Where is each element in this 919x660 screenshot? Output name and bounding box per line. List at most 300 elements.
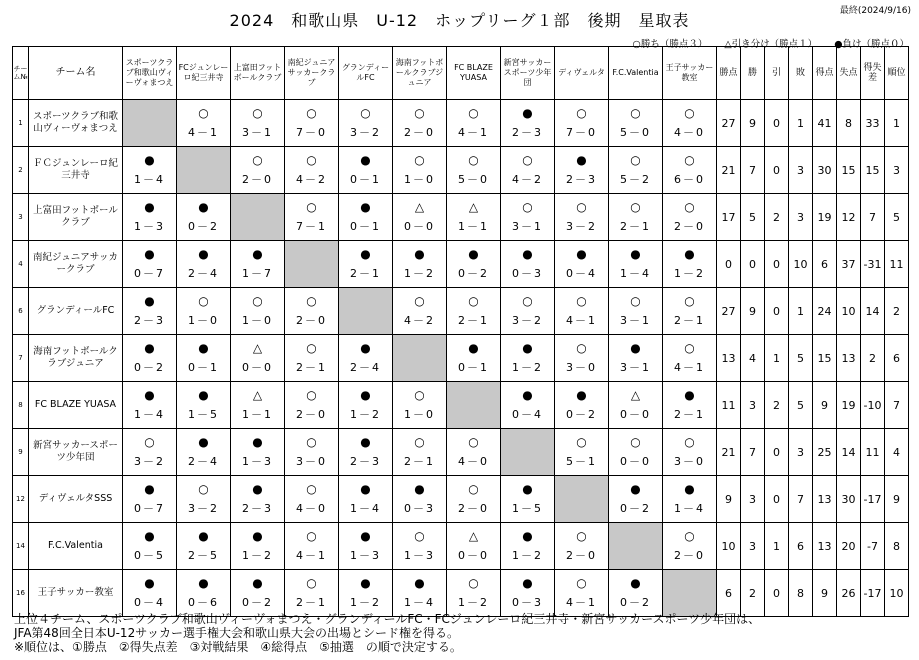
result-cell [339,429,393,476]
result-cell [339,194,393,241]
result-symbol: ○ [306,294,317,308]
team-number: 6 [13,288,29,335]
result-cell [285,335,339,382]
result-symbol: ● [630,341,641,355]
result-cell [123,382,177,429]
result-cell [393,288,447,335]
team-name: 南紀ジュニアサッカークラブ [29,241,123,288]
result-score: 2－3 [134,314,165,327]
result-symbol: ○ [306,388,317,402]
result-score: 2－0 [674,549,705,562]
result-score: 1－4 [350,502,381,515]
result-cell [663,523,717,570]
result-symbol: △ [468,529,479,543]
result-score: 1－0 [242,314,273,327]
result-score: 0－2 [242,596,273,609]
result-cell [231,570,285,617]
stat-value: 6 [789,523,813,570]
result-cell [555,241,609,288]
self-match-cell [339,288,393,335]
self-match-cell [285,241,339,288]
stat-value: 8 [837,100,861,147]
result-symbol: ○ [576,200,587,214]
result-score: 3－2 [350,126,381,139]
stat-value: 11 [717,382,741,429]
result-symbol: ○ [306,576,317,590]
result-cell [555,523,609,570]
header-stat: 失点 [837,47,861,100]
stat-value: 5 [885,194,909,241]
result-cell [555,100,609,147]
stat-value: 6 [813,241,837,288]
stat-value: 2 [765,382,789,429]
result-cell [663,335,717,382]
result-symbol: △ [468,200,479,214]
result-score: 2－0 [458,502,489,515]
result-symbol: ○ [576,294,587,308]
result-symbol: ● [414,247,425,261]
result-score: 4－0 [296,502,327,515]
result-score: 0－1 [350,173,381,186]
result-cell [339,241,393,288]
table-row [13,476,909,523]
result-symbol: ○ [576,341,587,355]
team-number: 4 [13,241,29,288]
result-symbol: ● [144,576,155,590]
result-score: 5－1 [566,455,597,468]
legend-win: ○勝ち（勝点３） [632,39,708,50]
stat-value: 0 [741,241,765,288]
result-cell [231,335,285,382]
result-score: 2－5 [188,549,219,562]
result-symbol: ● [252,529,263,543]
result-score: 5－0 [458,173,489,186]
self-match-cell [663,570,717,617]
result-symbol: ○ [306,153,317,167]
result-cell [609,335,663,382]
stat-value: -17 [861,570,885,617]
result-score: 1－2 [458,596,489,609]
result-score: 2－1 [620,220,651,233]
standings-table [12,46,909,617]
result-cell [285,476,339,523]
result-symbol: ● [522,529,533,543]
result-cell [123,241,177,288]
result-cell [285,288,339,335]
result-score: 0－5 [134,549,165,562]
result-cell [393,382,447,429]
self-match-cell [501,429,555,476]
result-score: 2－0 [296,408,327,421]
result-cell [285,570,339,617]
stat-value: 17 [717,194,741,241]
stat-value: 9 [741,100,765,147]
result-score: 1－0 [404,173,435,186]
stat-value: 37 [837,241,861,288]
stat-value: -7 [861,523,885,570]
result-score: 0－2 [566,408,597,421]
result-cell [555,570,609,617]
result-cell [609,194,663,241]
header-opponent: 上富田フットボールクラブ [231,47,285,100]
note-line: JFA第48回全日本U-12サッカー選手権大会和歌山県大会の出場とシード権を得る。 [14,626,459,640]
team-name: 上富田フットボールクラブ [29,194,123,241]
team-number: 2 [13,147,29,194]
result-symbol: ● [198,388,209,402]
result-cell [393,429,447,476]
result-symbol: ● [144,294,155,308]
stat-value: 25 [813,429,837,476]
result-score: 3－0 [296,455,327,468]
result-cell [447,523,501,570]
result-score: 2－1 [350,267,381,280]
stat-value: 14 [837,429,861,476]
stat-value: 1 [789,100,813,147]
result-cell [501,241,555,288]
result-cell [501,288,555,335]
result-cell [177,382,231,429]
team-name: スポーツクラブ和歌山ヴィーヴォまつえ [29,100,123,147]
result-cell [339,100,393,147]
team-name: グランディールFC [29,288,123,335]
stat-value: 1 [885,100,909,147]
self-match-cell [177,147,231,194]
result-score: 7－1 [296,220,327,233]
team-name: 王子サッカー教室 [29,570,123,617]
result-cell [501,570,555,617]
header-opponent: FCジュンレーロ紀三井寺 [177,47,231,100]
stat-value: 8 [789,570,813,617]
stat-value: 6 [717,570,741,617]
team-number: 9 [13,429,29,476]
result-score: 7－0 [566,126,597,139]
result-symbol: ● [144,341,155,355]
stat-value: 2 [885,288,909,335]
result-cell [393,147,447,194]
result-symbol: ● [360,576,371,590]
stat-value: 9 [813,382,837,429]
result-cell [285,523,339,570]
result-symbol: ○ [576,529,587,543]
stat-value: 15 [813,335,837,382]
result-score: 2－0 [242,173,273,186]
stat-value: 15 [861,147,885,194]
stat-value: 21 [717,429,741,476]
result-symbol: △ [252,388,263,402]
result-score: 7－0 [296,126,327,139]
result-score: 0－2 [188,220,219,233]
result-score: 1－0 [404,408,435,421]
result-symbol: ● [414,576,425,590]
result-symbol: ○ [630,200,641,214]
stat-value: 8 [885,523,909,570]
result-cell [555,429,609,476]
result-score: 1－2 [512,549,543,562]
result-symbol: ○ [414,294,425,308]
result-symbol: ○ [576,435,587,449]
result-cell [339,147,393,194]
result-symbol: ● [576,153,587,167]
result-symbol: ○ [684,106,695,120]
result-score: 1－0 [188,314,219,327]
result-cell [393,476,447,523]
team-name: 海南フットボールクラブジュニア [29,335,123,382]
result-score: 1－7 [242,267,273,280]
stat-value: 14 [861,288,885,335]
result-symbol: ● [414,482,425,496]
result-score: 2－0 [404,126,435,139]
result-symbol: ● [360,388,371,402]
result-symbol: ● [252,247,263,261]
result-score: 4－1 [674,361,705,374]
result-symbol: △ [252,341,263,355]
result-score: 1－2 [350,408,381,421]
result-cell [663,241,717,288]
result-cell [501,100,555,147]
result-symbol: ● [144,529,155,543]
table-row [13,335,909,382]
table-row [13,194,909,241]
header-opponent: 新宮サッカースポーツ少年団 [501,47,555,100]
header-stat: 引 [765,47,789,100]
result-symbol: ● [144,482,155,496]
result-cell [447,476,501,523]
result-score: 3－0 [674,455,705,468]
result-score: 1－5 [188,408,219,421]
result-cell [663,476,717,523]
result-cell [285,194,339,241]
team-name: FC BLAZE YUASA [29,382,123,429]
team-name: ディヴェルタSSS [29,476,123,523]
result-cell [123,523,177,570]
result-symbol: ○ [468,576,479,590]
result-score: 0－2 [134,361,165,374]
stat-value: 7 [789,476,813,523]
header-opponent: ディヴェルタ [555,47,609,100]
result-cell [663,429,717,476]
result-score: 2－0 [674,220,705,233]
result-cell [123,288,177,335]
result-symbol: ● [360,200,371,214]
result-score: 2－0 [566,549,597,562]
stat-value: 0 [765,476,789,523]
result-cell [447,194,501,241]
result-score: 0－7 [134,502,165,515]
result-symbol: ● [576,247,587,261]
header-stat: 順位 [885,47,909,100]
result-score: 1－3 [404,549,435,562]
header-stat: 勝点 [717,47,741,100]
result-score: 4－2 [296,173,327,186]
header-opponent: F.C.Valentia [609,47,663,100]
stat-value: 9 [717,476,741,523]
result-score: 2－4 [188,455,219,468]
result-score: 2－3 [512,126,543,139]
result-symbol: ○ [630,153,641,167]
self-match-cell [555,476,609,523]
result-cell [177,570,231,617]
result-score: 2－1 [296,361,327,374]
legend-loss: ●負け（勝点０） [834,39,909,50]
result-score: 1－2 [242,549,273,562]
result-cell [123,147,177,194]
result-score: 1－1 [242,408,273,421]
stat-value: 0 [717,241,741,288]
table-row [13,241,909,288]
result-cell [609,570,663,617]
result-score: 0－6 [188,596,219,609]
result-cell [663,147,717,194]
result-score: 2－3 [566,173,597,186]
result-cell [177,335,231,382]
team-number: 8 [13,382,29,429]
stat-value: 2 [861,335,885,382]
result-cell [285,147,339,194]
result-cell [609,147,663,194]
result-score: 0－3 [512,267,543,280]
result-symbol: ● [630,576,641,590]
result-symbol: ○ [306,529,317,543]
result-cell [663,194,717,241]
stat-value: 19 [837,382,861,429]
result-cell [609,476,663,523]
result-cell [555,382,609,429]
stat-value: 3 [789,429,813,476]
result-score: 4－0 [458,455,489,468]
result-score: 3－1 [242,126,273,139]
result-symbol: ● [684,482,695,496]
table-row [13,382,909,429]
stat-value: 4 [741,335,765,382]
result-score: 2－1 [404,455,435,468]
result-score: 1－4 [620,267,651,280]
result-cell [393,194,447,241]
result-cell [231,241,285,288]
result-symbol: ● [144,247,155,261]
stat-value: 9 [813,570,837,617]
team-name: 新宮サッカースポーツ少年団 [29,429,123,476]
stat-value: 10 [717,523,741,570]
result-score: 1－1 [458,220,489,233]
result-symbol: ● [360,341,371,355]
team-name: ＦＣジュンレーロ紀三井寺 [29,147,123,194]
result-cell [123,429,177,476]
result-score: 0－0 [458,549,489,562]
result-score: 2－1 [296,596,327,609]
stat-value: 3 [741,476,765,523]
result-cell [447,429,501,476]
header-stat: 得点 [813,47,837,100]
result-score: 3－2 [134,455,165,468]
result-symbol: ● [684,388,695,402]
result-symbol: ○ [360,106,371,120]
result-score: 2－3 [242,502,273,515]
result-score: 2－3 [350,455,381,468]
result-cell [231,382,285,429]
result-cell [177,288,231,335]
header-team-name: チーム名 [29,47,123,100]
stat-value: 7 [885,382,909,429]
result-symbol: ○ [684,294,695,308]
stat-value: 10 [885,570,909,617]
stat-value: 27 [717,288,741,335]
header-opponent: FC BLAZE YUASA [447,47,501,100]
result-cell [393,523,447,570]
result-symbol: ● [522,576,533,590]
team-number: 3 [13,194,29,241]
result-score: 2－0 [296,314,327,327]
final-date-label: 最終(2024/9/16) [839,6,911,16]
result-symbol: ● [198,200,209,214]
result-symbol: ● [360,153,371,167]
result-cell [447,241,501,288]
result-symbol: ○ [414,106,425,120]
result-symbol: ○ [306,341,317,355]
result-score: 1－5 [512,502,543,515]
stat-value: 7 [741,147,765,194]
note-line: ※順位は、①勝点 ②得失点差 ③対戦結果 ④総得点 ⑤抽選 の順で決定する。 [14,640,462,654]
team-number: 14 [13,523,29,570]
result-cell [123,570,177,617]
result-cell [501,147,555,194]
stat-value: 7 [861,194,885,241]
result-score: 0－1 [188,361,219,374]
result-score: 4－2 [512,173,543,186]
stat-value: 2 [741,570,765,617]
result-score: 3－1 [620,361,651,374]
team-name: F.C.Valentia [29,523,123,570]
result-score: 4－1 [458,126,489,139]
result-symbol: ○ [468,435,479,449]
result-symbol: ● [684,247,695,261]
result-symbol: ● [468,247,479,261]
result-score: 5－2 [620,173,651,186]
stat-value: 2 [765,194,789,241]
result-symbol: ● [576,388,587,402]
result-symbol: ○ [468,294,479,308]
result-cell [339,476,393,523]
result-cell [501,382,555,429]
result-score: 0－4 [512,408,543,421]
result-symbol: ● [522,341,533,355]
result-score: 0－1 [458,361,489,374]
result-symbol: ○ [198,482,209,496]
stat-value: 5 [741,194,765,241]
header-opponent: グランディールFC [339,47,393,100]
stat-value: 3 [741,523,765,570]
stat-value: 0 [765,570,789,617]
result-symbol: ○ [198,106,209,120]
result-score: 0－0 [620,408,651,421]
note-line: 上位４チーム、スポーツクラブ和歌山ヴィーヴォまつえ・グランディールFC・FCジュンレーロ紀三井寺・新宮サッカースポーツ少年団は、 [14,612,761,626]
result-score: 0－2 [620,502,651,515]
result-symbol: ● [522,388,533,402]
result-symbol: ● [468,341,479,355]
stat-value: 6 [885,335,909,382]
stat-value: 11 [861,429,885,476]
result-symbol: ○ [414,153,425,167]
result-cell [447,570,501,617]
result-cell [447,288,501,335]
result-cell [393,100,447,147]
result-score: 1－4 [134,408,165,421]
self-match-cell [231,194,285,241]
result-symbol: ○ [306,200,317,214]
result-score: 1－4 [404,596,435,609]
result-cell [231,147,285,194]
result-cell [177,476,231,523]
stat-value: 13 [837,335,861,382]
